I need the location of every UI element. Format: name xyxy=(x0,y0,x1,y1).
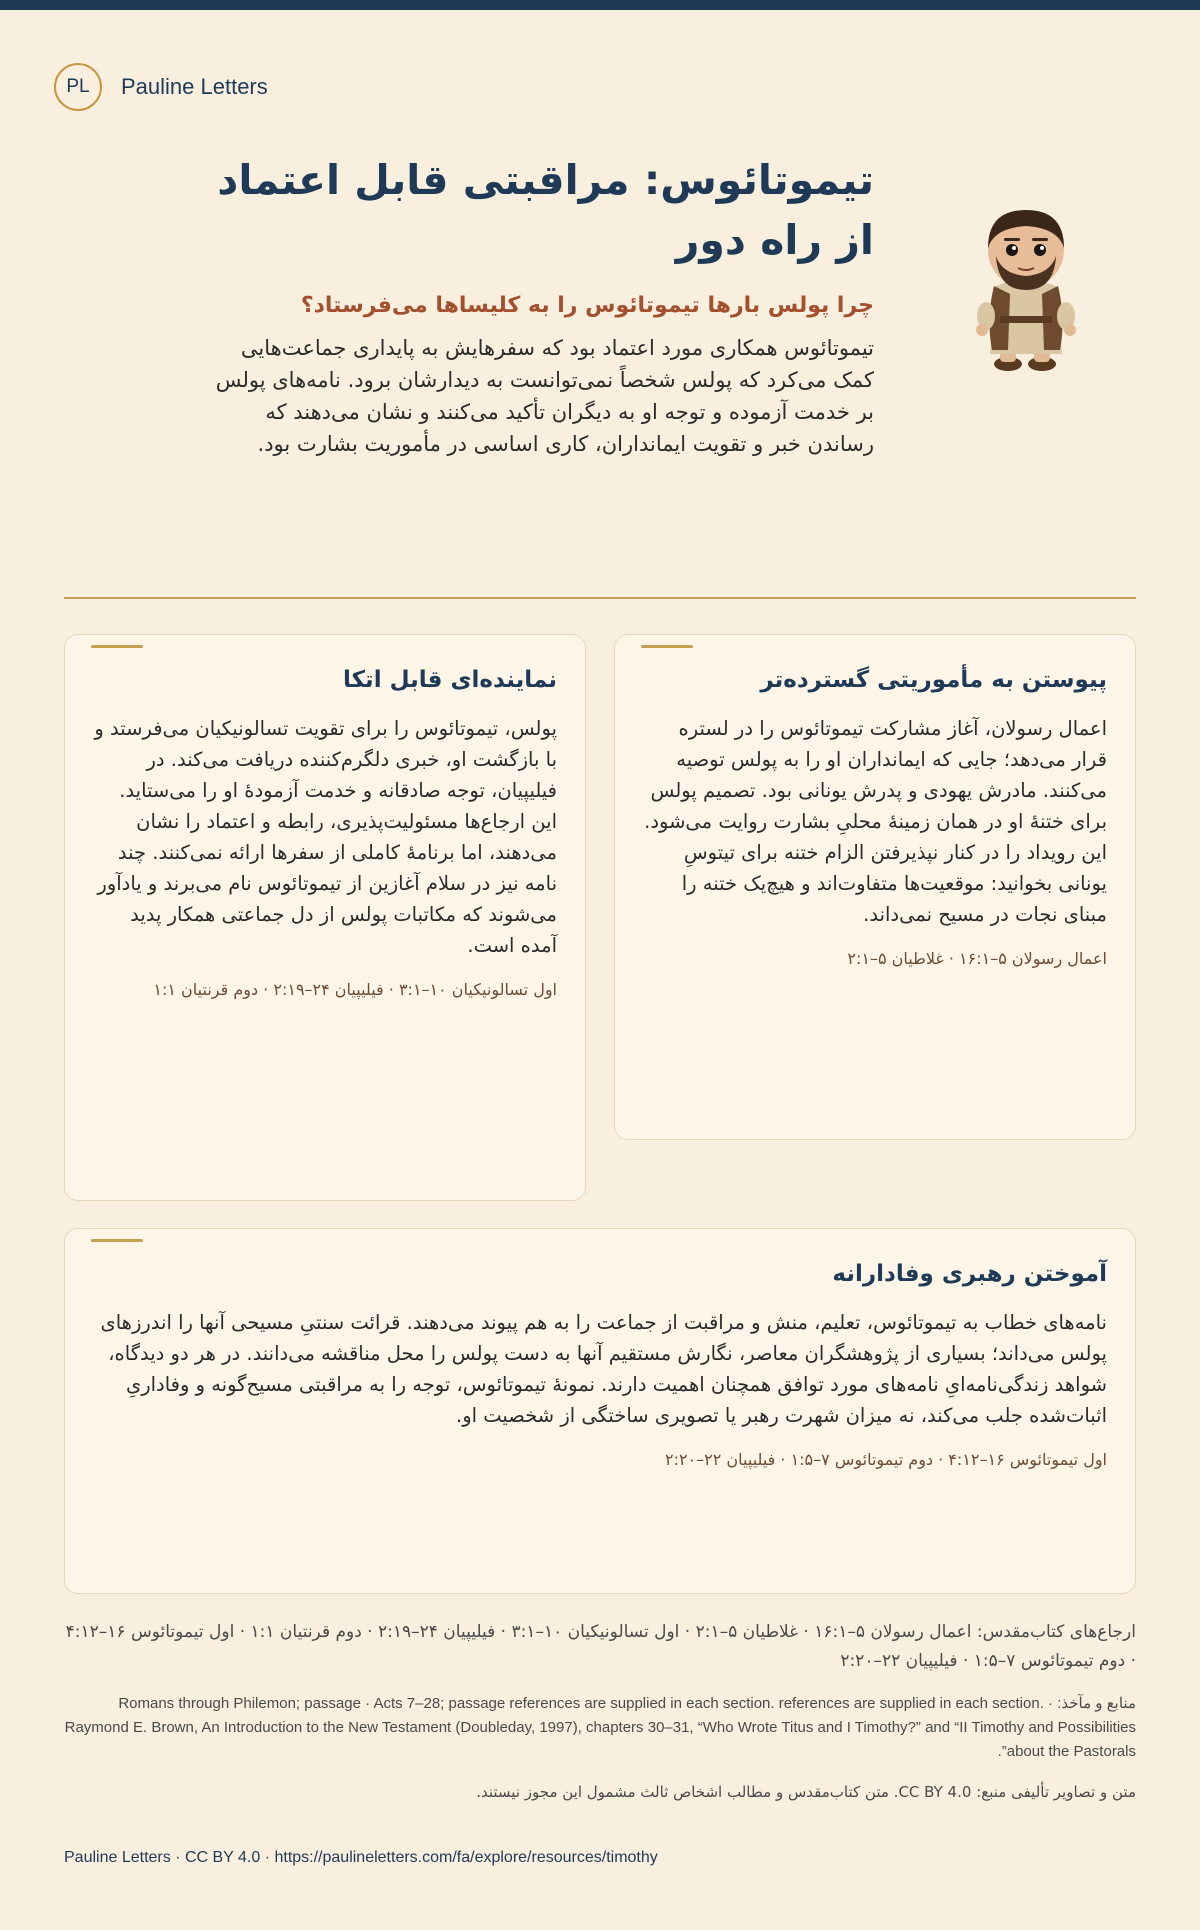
brand-logo-badge: PL xyxy=(54,63,102,111)
brand-name: Pauline Letters xyxy=(121,74,268,99)
card-title: پیوستن به مأموریتی گسترده‌تر xyxy=(760,667,1107,693)
card-body: نامه‌های خطاب به تیموتائوس، تعلیم، منش و مراقبت از جماعت را به هم پیوند می‌دهند. قرائت سنتیِ مسیحی آنها را اندرزهای پولس می‌داند؛ بسیاری از پژوهشگران معاصر، نگارش مستقیم آنها به دست پولس را محل مناقشه می‌دانند. در هر دو دیدگاه، شواهد زندگی‌نامه‌ایِ نامه‌های مورد توافق همچنان اهمیت دارند. نمونهٔ تیموتائوس، توجه را به مراقبتی مسیح‌گونه و وفاداریِ اثبات‌شده جلب می‌کند، نه میزان شهرت رهبر یا تصویری ساختگی از شخصیت او. xyxy=(100,1311,1107,1427)
section-divider xyxy=(64,597,1136,599)
card-references: اعمال رسولان ۵–۱۶:۱ · غلاطیان ۵–۲:۱ xyxy=(847,949,1107,968)
card-title: آموختن رهبری وفادارانه xyxy=(832,1261,1107,1287)
page-title: تیموتائوس: مراقبتی قابل اعتماد از راه دور xyxy=(217,156,874,264)
bible-references: ارجاع‌های کتاب‌مقدس: اعمال رسولان ۵–۱۶:۱ · غلاطیان ۵–۲:۱ · اول تسالونیکیان ۱۰–۳:۱ · فیلیپیان ۲۴–۲:۱۹ · دوم قرنتیان ۱:۱ · اول تیموتائوس ۱۶–۴:۱۲ · دوم تیموتائوس ۷–۱:۵ · فیلیپیان ۲۲–۲:۲۰ xyxy=(65,1622,1136,1671)
card-body: اعمال رسولان، آغاز مشارکت تیموتائوس را در لستره قرار می‌دهد؛ جایی که ایمانداران او را به پولس توصیه می‌کنند. مادرش یهودی و پدرش یونانی بود. تصمیم پولس برای ختنهٔ او در همان زمینهٔ محلیِ بشارت روایت می‌شود. این رویداد را در کنار نپذیرفتن الزام ختنه برای تیتوسِ یونانی بخوانید: موقعیت‌ها متفاوت‌اند و هیچ‌یک ختنه را مبنای نجات در مسیح نمی‌داند. xyxy=(644,717,1107,926)
card-accent-line xyxy=(91,645,143,648)
hero-section xyxy=(200,150,874,460)
site-brand[interactable] xyxy=(54,63,268,111)
card-accent-line xyxy=(91,1239,143,1242)
apostle-figurine-illustration xyxy=(966,198,1086,378)
card-body: پولس، تیموتائوس را برای تقویت تسالونیکیان می‌فرستد و با بازگشت او، خبری دلگرم‌کننده دریافت می‌کند. در فیلیپیان، توجه صادقانه و خدمت آزمودهٔ او را می‌ستاید. این ارجاع‌ها مسئولیت‌پذیری، رابطه و اعتماد را نشان می‌دهند، اما برنامهٔ کاملی از سفرها ارائه نمی‌کنند. چند نامه نیز در سلام آغازین از تیموتائوس نام می‌برند و یادآور می‌شوند که مکاتبات پولس از دل جماعتی همکار پدید آمده است. xyxy=(94,717,557,957)
card-title: نماینده‌ای قابل اتکا xyxy=(343,667,557,693)
top-accent-bar xyxy=(0,0,1200,10)
card-reliable-envoy xyxy=(64,634,586,1201)
page-subtitle: چرا پولس بارها تیموتائوس را به کلیساها می‌فرستاد؟ xyxy=(300,293,874,318)
sources-note: منابع و مآخذ: Romans through Philemon; passage · Acts 7–28; passage references are supplied in each section. references are supplied in each section. · Raymond E. Brown, An Introduction to the New Testament (Doubleday, 1997), chapters 30–31, “Who Wrote Titus and I Timothy?” and “II Timothy and Possibilities about the Pastorals”. xyxy=(64,1695,1136,1760)
site-footer[interactable]: Pauline Letters · CC BY 4.0 · https://paulineletters.com/fa/explore/resources/timothy xyxy=(64,1849,658,1866)
card-references: اول تیموتائوس ۱۶–۴:۱۲ · دوم تیموتائوس ۷–۱:۵ · فیلیپیان ۲۲–۲:۲۰ xyxy=(664,1450,1107,1469)
card-wider-mission xyxy=(614,634,1136,1140)
footnotes-section xyxy=(64,1618,1136,1804)
card-faithful-leadership xyxy=(64,1228,1136,1594)
license-note: متن و تصاویر تألیفی منبع: CC BY 4.0. متن کتاب‌مقدس و مطالب اشخاص ثالث مشمول این مجوز نیستند. xyxy=(476,1783,1136,1801)
intro-paragraph: تیموتائوس همکاری مورد اعتماد بود که سفرهایش به پایداری جماعت‌هایی کمک می‌کرد که پولس شخصاً نمی‌توانست به دیدارشان برود. نامه‌های پولس بر خدمت آزموده و توجه او به دیگران تأکید می‌کنند و نشان می‌دهند که رساندن خبر و تقویت ایمانداران، کاری اساسی در مأموریت بشارت بود. xyxy=(215,336,874,456)
card-accent-line xyxy=(641,645,693,648)
card-references: اول تسالونیکیان ۱۰–۳:۱ · فیلیپیان ۲۴–۲:۱۹ · دوم قرنتیان ۱:۱ xyxy=(153,980,557,999)
